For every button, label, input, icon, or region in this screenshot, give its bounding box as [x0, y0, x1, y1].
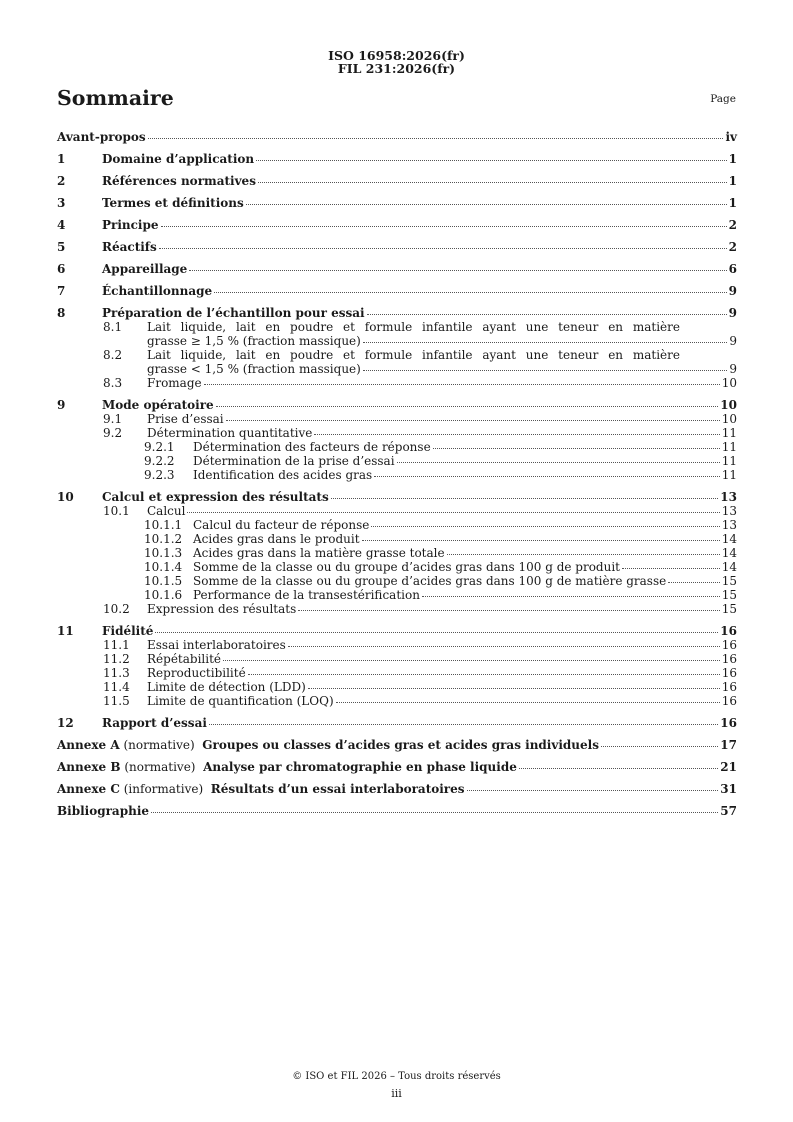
- toc-page: 16: [721, 680, 737, 694]
- toc-entry-annex-b[interactable]: [57, 760, 737, 774]
- annex-key: Annexe C: [57, 782, 120, 796]
- toc-label: Calcul et expression des résultats: [102, 490, 329, 504]
- toc-number: 8.1: [103, 320, 123, 334]
- toc-page: 6: [728, 262, 737, 276]
- leader-dots: [367, 314, 727, 315]
- toc-label: Rapport d’essai: [102, 716, 207, 730]
- toc-entry-11-4[interactable]: [57, 680, 737, 694]
- toc-entry-11-1[interactable]: [57, 638, 737, 652]
- toc-page: 11: [721, 426, 737, 440]
- toc-entry-10-1-1[interactable]: [57, 518, 737, 532]
- toc-page: 13: [721, 504, 737, 518]
- toc-page: 21: [720, 760, 737, 774]
- toc-number: 9.2: [103, 426, 123, 440]
- toc-label: Appareillage: [102, 262, 188, 276]
- toc-label: Domaine d’application: [102, 152, 255, 166]
- toc-page: 16: [720, 716, 737, 730]
- leader-dots: [151, 812, 718, 813]
- toc-label: Répétabilité: [147, 652, 222, 666]
- toc-page: 9: [728, 284, 737, 298]
- annex-key: Annexe A: [57, 738, 120, 752]
- toc-entry-2[interactable]: [57, 174, 737, 188]
- leader-dots: [209, 724, 718, 725]
- toc-entry-10-1-3[interactable]: [57, 546, 737, 560]
- toc-number: 3: [57, 196, 66, 210]
- leader-dots: [308, 688, 720, 689]
- toc-entry-1[interactable]: [57, 152, 737, 166]
- header-line-1: ISO 16958:2026(fr): [328, 48, 465, 63]
- toc-entry-11-3[interactable]: [57, 666, 737, 680]
- page-column-label: Page: [710, 93, 736, 105]
- header-line-2: FIL 231:2026(fr): [337, 61, 456, 76]
- toc-entry-9[interactable]: [57, 398, 737, 412]
- toc-page: 10: [721, 412, 737, 426]
- toc-label: Bibliographie: [57, 804, 150, 818]
- toc-page: 10: [720, 398, 737, 412]
- toc-label: Reproductibilité: [147, 666, 246, 680]
- table-of-contents: [57, 130, 737, 818]
- toc-label: Somme de la classe ou du groupe d’acides gras dans 100 g de produit: [193, 560, 621, 574]
- toc-number: 11: [57, 624, 74, 638]
- toc-label: Principe: [102, 218, 159, 232]
- toc-entry-9-2-2[interactable]: [57, 454, 737, 468]
- toc-page: 15: [721, 602, 737, 616]
- leader-dots: [187, 512, 719, 513]
- leader-dots: [397, 462, 720, 463]
- toc-number: 9.2.2: [144, 454, 175, 468]
- leader-dots: [447, 554, 720, 555]
- leader-dots: [214, 292, 726, 293]
- toc-number: 10.2: [103, 602, 130, 616]
- toc-entry-8[interactable]: [57, 306, 737, 320]
- leader-dots: [363, 342, 728, 343]
- toc-number: 9: [57, 398, 66, 412]
- toc-label: Expression des résultats: [147, 602, 297, 616]
- toc-page: 14: [721, 532, 737, 546]
- leader-dots: [314, 434, 719, 435]
- toc-entry-11-2[interactable]: [57, 652, 737, 666]
- toc-number: 10: [57, 490, 74, 504]
- toc-number: 9.1: [103, 412, 123, 426]
- toc-label-line-2: grasse ≥ 1,5 % (fraction massique): [147, 334, 361, 348]
- toc-entry-8-2[interactable]: [57, 348, 737, 376]
- toc-number: 10.1.3: [144, 546, 183, 560]
- toc-entry-10-1-4[interactable]: [57, 560, 737, 574]
- toc-entry-4[interactable]: [57, 218, 737, 232]
- annex-key: Annexe B: [57, 760, 121, 774]
- toc-entry-9-2-1[interactable]: [57, 440, 737, 454]
- toc-entry-9-2-3[interactable]: [57, 468, 737, 482]
- toc-label: Réactifs: [102, 240, 157, 254]
- leader-dots: [159, 248, 727, 249]
- leader-dots: [519, 768, 718, 769]
- annex-kind: (normative): [123, 738, 195, 752]
- footer-copyright: © ISO et FIL 2026 – Tous droits réservés: [292, 1071, 501, 1082]
- toc-entry-10[interactable]: [57, 490, 737, 504]
- toc-number: 5: [57, 240, 66, 254]
- toc-page: 16: [721, 652, 737, 666]
- leader-dots: [204, 384, 720, 385]
- leader-dots: [374, 476, 720, 477]
- toc-number: 7: [57, 284, 66, 298]
- toc-number: 11.1: [103, 638, 130, 652]
- toc-entry-8-1[interactable]: [57, 320, 737, 348]
- toc-page: 16: [721, 694, 737, 708]
- toc-entry-8-3[interactable]: [57, 376, 737, 390]
- toc-entry-10-2[interactable]: [57, 602, 737, 616]
- toc-entry-9-1[interactable]: [57, 412, 737, 426]
- page-title: Sommaire: [57, 86, 174, 110]
- leader-dots: [258, 182, 727, 183]
- toc-page: iv: [725, 130, 737, 144]
- leader-dots: [226, 420, 720, 421]
- toc-label: Somme de la classe ou du groupe d’acides gras dans 100 g de matière grasse: [193, 574, 667, 588]
- toc-page: 31: [720, 782, 737, 796]
- footer-page-number: iii: [391, 1087, 402, 1100]
- toc-page: 2: [728, 218, 737, 232]
- toc-number: 10.1.1: [144, 518, 183, 532]
- toc-entry-6[interactable]: [57, 262, 737, 276]
- toc-number: 11.4: [103, 680, 130, 694]
- toc-number: 6: [57, 262, 66, 276]
- toc-page: 10: [721, 376, 737, 390]
- leader-dots: [362, 540, 720, 541]
- toc-entry-10-1-5[interactable]: [57, 574, 737, 588]
- leader-dots: [246, 204, 727, 205]
- toc-entry-annex-a[interactable]: [57, 738, 737, 752]
- leader-dots: [148, 138, 724, 139]
- toc-page: 9: [729, 362, 737, 376]
- toc-label: Calcul: [147, 504, 186, 518]
- toc-page: 1: [728, 174, 737, 188]
- toc-entry-3[interactable]: [57, 196, 737, 210]
- toc-label: Acides gras dans la matière grasse totale: [193, 546, 445, 560]
- leader-dots: [161, 226, 727, 227]
- toc-number: 2: [57, 174, 66, 188]
- toc-number: 8: [57, 306, 66, 320]
- toc-number: 10.1.5: [144, 574, 183, 588]
- leader-dots: [189, 270, 726, 271]
- toc-entry-12[interactable]: [57, 716, 737, 730]
- toc-number: 8.2: [103, 348, 123, 362]
- toc-label: Analyse par chromatographie en phase liquide: [203, 760, 517, 774]
- toc-page: 9: [728, 306, 737, 320]
- toc-page: 17: [720, 738, 737, 752]
- toc-number: 11.3: [103, 666, 130, 680]
- toc-label: Limite de détection (LDD): [147, 680, 306, 694]
- leader-dots: [622, 568, 720, 569]
- toc-page: 9: [729, 334, 737, 348]
- toc-entry-11[interactable]: [57, 624, 737, 638]
- toc-page: 11: [721, 454, 737, 468]
- toc-page: 1: [728, 152, 737, 166]
- toc-page: 1: [728, 196, 737, 210]
- leader-dots: [223, 660, 720, 661]
- leader-dots: [331, 498, 719, 499]
- toc-number: 1: [57, 152, 66, 166]
- toc-number: 4: [57, 218, 66, 232]
- leader-dots: [601, 746, 718, 747]
- toc-label: Acides gras dans le produit: [193, 532, 360, 546]
- leader-dots: [467, 790, 719, 791]
- toc-entry-annex-c[interactable]: [57, 782, 737, 796]
- toc-label: Mode opératoire: [102, 398, 214, 412]
- toc-page: 13: [720, 490, 737, 504]
- toc-label: Fidélité: [102, 624, 154, 638]
- toc-page: 16: [720, 624, 737, 638]
- toc-page: 15: [721, 574, 737, 588]
- toc-number: 10.1.2: [144, 532, 183, 546]
- toc-entry-11-5[interactable]: [57, 694, 737, 708]
- toc-entry-10-1[interactable]: [57, 504, 737, 518]
- leader-dots: [256, 160, 727, 161]
- toc-label: Fromage: [147, 376, 202, 390]
- toc-number: 10.1.6: [144, 588, 183, 602]
- toc-entry-foreword[interactable]: [57, 130, 737, 144]
- toc-page: 11: [721, 440, 737, 454]
- toc-page: 16: [721, 638, 737, 652]
- toc-label: Performance de la transestérification: [193, 588, 420, 602]
- toc-page: 16: [721, 666, 737, 680]
- toc-label: Références normatives: [102, 174, 256, 188]
- toc-entry-5[interactable]: [57, 240, 737, 254]
- toc-entry-10-1-6[interactable]: [57, 588, 737, 602]
- toc-label: Préparation de l’échantillon pour essai: [102, 306, 365, 320]
- leader-dots: [371, 526, 719, 527]
- leader-dots: [422, 596, 720, 597]
- toc-entry-10-1-2[interactable]: [57, 532, 737, 546]
- annex-kind: (informative): [123, 782, 204, 796]
- toc-page: 13: [721, 518, 737, 532]
- toc-page: 14: [721, 560, 737, 574]
- leader-dots: [363, 370, 728, 371]
- toc-label-line-1: Lait liquide, lait en poudre et formule infantile ayant une teneur en matière: [147, 348, 680, 362]
- toc-label: Limite de quantification (LOQ): [147, 694, 334, 708]
- toc-label: Résultats d’un essai interlaboratoires: [210, 782, 465, 796]
- toc-label-line-1: Lait liquide, lait en poudre et formule infantile ayant une teneur en matière: [147, 320, 680, 334]
- toc-label-line-2: grasse < 1,5 % (fraction massique): [147, 362, 361, 376]
- leader-dots: [298, 610, 719, 611]
- toc-label: Groupes ou classes d’acides gras et acides gras individuels: [202, 738, 599, 752]
- leader-dots: [216, 406, 719, 407]
- leader-dots: [668, 582, 719, 583]
- toc-label: Termes et définitions: [102, 196, 244, 210]
- toc-label: Identification des acides gras: [193, 468, 373, 482]
- toc-number: 11.2: [103, 652, 130, 666]
- leader-dots: [336, 702, 720, 703]
- toc-number: 9.2.1: [144, 440, 175, 454]
- leader-dots: [248, 674, 720, 675]
- toc-label: Calcul du facteur de réponse: [193, 518, 370, 532]
- leader-dots: [155, 632, 718, 633]
- toc-label: Avant-propos: [57, 130, 146, 144]
- annex-kind: (normative): [124, 760, 196, 774]
- leader-dots: [288, 646, 720, 647]
- toc-label: Détermination de la prise d’essai: [193, 454, 395, 468]
- toc-page: 57: [720, 804, 737, 818]
- toc-entry-7[interactable]: [57, 284, 737, 298]
- leader-dots: [433, 448, 720, 449]
- toc-label: Détermination des facteurs de réponse: [193, 440, 431, 454]
- toc-page: 15: [721, 588, 737, 602]
- toc-number: 9.2.3: [144, 468, 175, 482]
- toc-page: 14: [721, 546, 737, 560]
- toc-number: 8.3: [103, 376, 123, 390]
- toc-page: 11: [721, 468, 737, 482]
- toc-number: 10.1: [103, 504, 130, 518]
- toc-entry-bibliography[interactable]: [57, 804, 737, 818]
- toc-label: Échantillonnage: [102, 284, 213, 298]
- toc-label: Essai interlaboratoires: [147, 638, 286, 652]
- toc-label: Prise d’essai: [147, 412, 224, 426]
- toc-entry-9-2[interactable]: [57, 426, 737, 440]
- toc-number: 10.1.4: [144, 560, 183, 574]
- toc-number: 11.5: [103, 694, 130, 708]
- toc-label: Détermination quantitative: [147, 426, 313, 440]
- toc-page: 2: [728, 240, 737, 254]
- toc-number: 12: [57, 716, 74, 730]
